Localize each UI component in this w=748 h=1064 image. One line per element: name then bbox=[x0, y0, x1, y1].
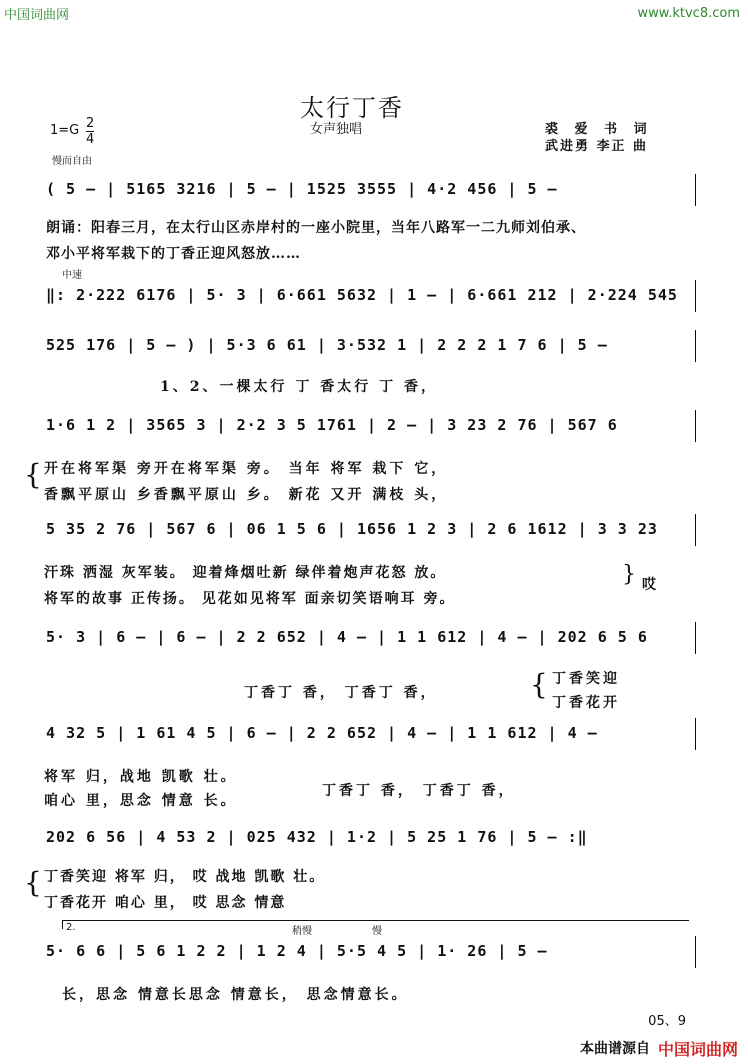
time-denominator: 4 bbox=[86, 132, 95, 147]
ending-brace: { bbox=[24, 866, 42, 899]
verse-brace: { bbox=[24, 458, 42, 491]
staff-7 bbox=[40, 718, 696, 752]
lyric-line-7c: 丁香丁 香， 丁香丁 香， bbox=[322, 783, 516, 799]
song-subtitle: 女声独唱 bbox=[310, 122, 363, 137]
staff-notes: ( 5 – | 5165 3216 | 5 – | 1525 3555 | 4·2 456 | 5 – bbox=[46, 180, 558, 198]
lyric-line-8b: 丁香花开 咱心 里， 哎 思念 情意 bbox=[44, 895, 287, 911]
lyric-line-9: 长，思念 情意长思念 情意长， 思念情意长。 bbox=[62, 987, 409, 1003]
time-numerator: 2 bbox=[86, 116, 95, 131]
lyric-line-4a: 开在将军渠 旁开在将军渠 旁。 当年 将军 栽下 它， bbox=[44, 461, 449, 477]
staff-notes: 202 6 56 | 4 53 2 | 025 432 | 1·2 | 5 25 1 76 | 5 – :‖ bbox=[46, 828, 588, 846]
bar-line bbox=[695, 718, 696, 750]
narration-line-2: 邓小平将军栽下的丁香正迎风怒放…… bbox=[46, 246, 301, 262]
lyric-line-5b: 将军的故事 正传扬。 见花如见将军 面亲切笑语响耳 旁。 bbox=[44, 591, 456, 607]
lyric-line-5c: 哎 bbox=[642, 577, 659, 593]
bar-line bbox=[695, 410, 696, 442]
verse-brace-right: } bbox=[622, 562, 636, 587]
bar-line bbox=[695, 622, 696, 654]
bar-line bbox=[695, 936, 696, 968]
staff-8 bbox=[40, 822, 696, 856]
tempo-mark-slower: 稍慢 bbox=[292, 926, 312, 937]
staff-1 bbox=[40, 174, 696, 208]
staff-3 bbox=[40, 330, 696, 364]
bar-line bbox=[695, 280, 696, 312]
staff-6 bbox=[40, 622, 696, 656]
staff-notes: 5 35 2 76 | 567 6 | 06 1 5 6 | 1656 1 2 3 | 2 6 1612 | 3 3 23 bbox=[46, 520, 658, 538]
lyric-line-7b: 咱心 里，思念 情意 长。 bbox=[44, 793, 238, 809]
staff-notes: 4 32 5 | 1 61 4 5 | 6 – | 2 2 652 | 4 – | 1 1 612 | 4 – bbox=[46, 724, 598, 742]
bar-line bbox=[695, 174, 696, 206]
chorus-brace: { bbox=[530, 668, 548, 701]
staff-notes: ‖: 2·222 6176 | 5· 3 | 6·661 5632 | 1 – | 6·661 212 | 2·224 545 bbox=[46, 286, 678, 304]
watermark-left: 中国词曲网 bbox=[4, 8, 70, 23]
staff-notes: 1·6 1 2 | 3565 3 | 2·2 3 5 1761 | 2 – | 3 23 2 76 | 567 6 bbox=[46, 416, 618, 434]
staff-notes: 5· 6 6 | 5 6 1 2 2 | 1 2 4 | 5·5 4 5 | 1· 26 | 5 – bbox=[46, 942, 548, 960]
key-signature: 1=G bbox=[50, 123, 80, 138]
bar-line bbox=[695, 514, 696, 546]
watermark-right: www.ktvc8.com bbox=[637, 6, 740, 21]
tempo-mark-slow: 慢 bbox=[372, 926, 382, 937]
lyric-line-6b: 丁香笑迎 bbox=[552, 671, 620, 687]
staff-5 bbox=[40, 514, 696, 548]
footer-site: 中国词曲网 bbox=[657, 1040, 738, 1059]
composer-credit: 武进勇 李正 曲 bbox=[545, 139, 649, 154]
staff-9 bbox=[40, 936, 696, 970]
staff-notes: 525 176 | 5 – ) | 5·3 6 61 | 3·532 1 | 2 2 2 1 7 6 | 5 – bbox=[46, 336, 608, 354]
lyric-line-5a: 汗珠 洒湿 灰军装。 迎着烽烟吐新 绿伴着炮声花怒 放。 bbox=[44, 565, 447, 581]
tempo-intro: 慢而自由 bbox=[52, 156, 92, 167]
ending-2-label: 2. bbox=[66, 922, 76, 933]
lyric-line-3: 1、2、一棵太行 丁 香太行 丁 香， bbox=[160, 379, 438, 395]
bar-line bbox=[695, 330, 696, 362]
staff-2 bbox=[40, 280, 696, 314]
song-title: 太行丁香 bbox=[300, 94, 404, 122]
score-date: 05、9 bbox=[648, 1014, 686, 1029]
tempo-main: 中速 bbox=[62, 270, 82, 281]
lyricist-credit: 裘 爱 书 词 bbox=[545, 122, 653, 137]
staff-notes: 5· 3 | 6 – | 6 – | 2 2 652 | 4 – | 1 1 612 | 4 – | 202 6 5 6 bbox=[46, 628, 648, 646]
lyric-line-7a: 将军 归，战地 凯歌 壮。 bbox=[44, 769, 238, 785]
lyric-line-8a: 丁香笑迎 将军 归， 哎 战地 凯歌 壮。 bbox=[44, 869, 326, 885]
lyric-line-4b: 香飘平原山 乡香飘平原山 乡。 新花 又开 满枝 头， bbox=[44, 487, 449, 503]
time-signature bbox=[86, 116, 94, 147]
lyric-line-6c: 丁香花开 bbox=[552, 695, 620, 711]
lyric-line-6a: 丁香丁 香， 丁香丁 香， bbox=[244, 685, 438, 701]
footer-source: 本曲谱源自 bbox=[580, 1041, 650, 1057]
narration-line-1: 朗诵：阳春三月，在太行山区赤岸村的一座小院里，当年八路军一二九师刘伯承、 bbox=[46, 220, 586, 236]
staff-4 bbox=[40, 410, 696, 444]
